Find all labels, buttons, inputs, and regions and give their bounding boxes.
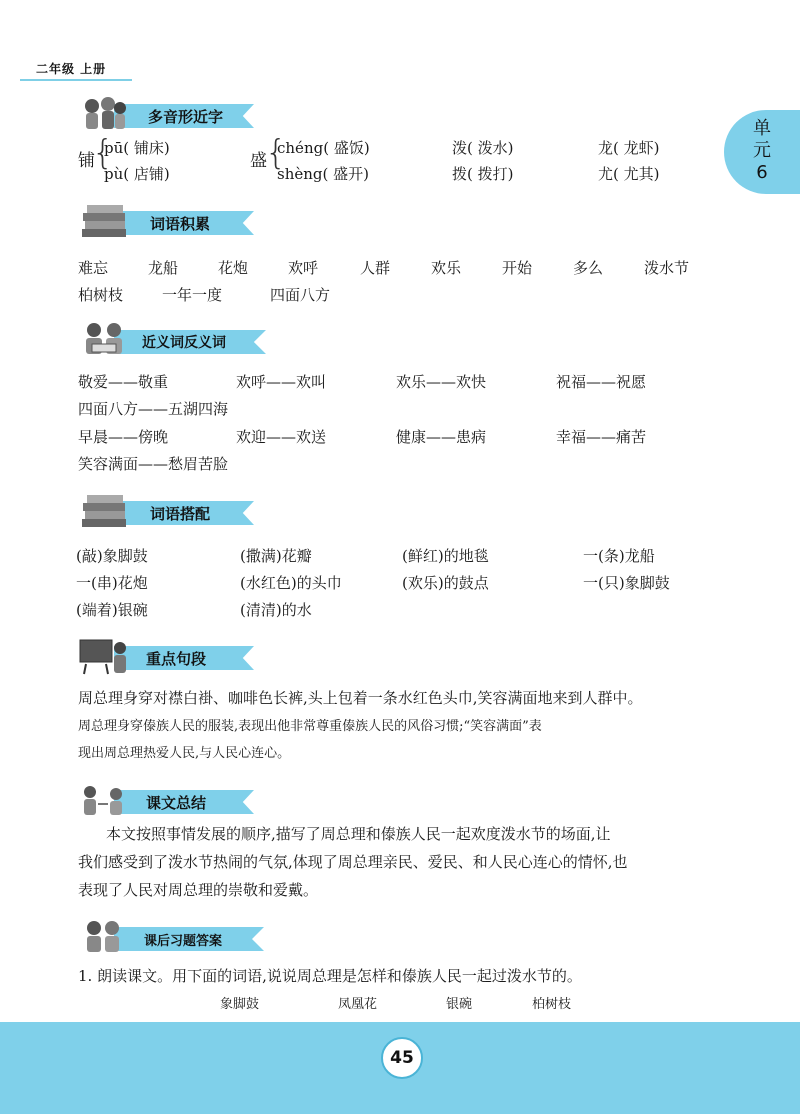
vocab-word: 柏树枝 [78,286,124,304]
vocab-word: 开始 [502,259,533,277]
section-title: 词语积累 [150,215,211,233]
section-title: 词语搭配 [150,505,211,523]
similar-char: 龙( 龙虾) [598,139,660,157]
collocation: (清清)的水 [240,601,312,619]
antonym-pair: 笑容满面——愁眉苦脸 [78,455,229,473]
collocation: (欢乐)的鼓点 [402,574,489,592]
summary-line: 本文按照事情发展的顺序,描写了周总理和傣族人民一起欢度泼水节的场面,让 [106,825,611,843]
section-key-sentence-header [78,642,258,674]
vocab-word: 龙船 [148,259,179,277]
section-answers-header [78,923,278,955]
section-synonyms-header [78,326,278,358]
vocab-word: 多么 [573,259,604,277]
synonym-pair: 四面八方——五湖四海 [78,400,229,418]
section-collocation-header [78,497,258,529]
summary-line: 表现了人民对周总理的崇敬和爱戴。 [78,881,319,899]
brace-icon: { [265,133,287,173]
section-title: 近义词反义词 [142,335,226,351]
section-polyphones-header [78,100,258,132]
collocation: 一(条)龙船 [583,547,655,565]
collocation: (鲜红)的地毯 [402,547,489,565]
unit-number: 6 [756,162,768,183]
synonym-pair: 欢呼——欢叫 [236,373,327,391]
collocation: (撒满)花瓣 [240,547,312,565]
collocation: (端着)银碗 [76,601,148,619]
collocation: (水红色)的头巾 [240,574,342,592]
brace-icon: { [92,133,114,173]
unit-label-2: 元 [753,140,771,161]
synonym-pair: 敬爱——敬重 [78,373,169,391]
children-icon [78,917,130,957]
teacher-blackboard-icon [78,636,130,676]
vocab-word: 欢乐 [431,259,462,277]
section-summary-header [78,786,258,818]
exercise-word: 凤凰花 [338,997,378,1012]
sentence-explanation: 周总理身穿傣族人民的服装,表现出他非常尊重傣族人民的风俗习惯;“笑容满面”表 [78,719,542,734]
sentence-explanation: 现出周总理热爱人民,与人民心连心。 [78,746,291,761]
poly-pu-reading-1: pū( 铺床) [104,139,170,157]
summary-line: 我们感受到了泼水节热闹的气氛,体现了周总理亲民、爱民、和人民心连心的情怀,也 [78,853,628,871]
section-title: 重点句段 [146,650,207,668]
poly-cheng-reading-1: chéng( 盛饭) [277,139,370,157]
antonym-pair: 健康——患病 [396,428,487,446]
exercise-question: 1. 朗读课文。用下面的词语,说说周总理是怎样和傣族人民一起过泼水节的。 [78,967,582,985]
vocab-word: 花炮 [218,259,249,277]
similar-char: 拨( 拨打) [452,165,514,183]
unit-label-1: 单 [753,118,771,139]
books-icon [78,201,130,241]
poly-char-pu: 铺 [78,151,95,171]
header-divider [20,79,132,81]
vocab-word: 泼水节 [644,259,690,277]
section-title: 课后习题答案 [144,934,223,949]
page-number: 45 [381,1037,423,1079]
vocab-word: 四面八方 [270,286,331,304]
section-title: 课文总结 [146,794,207,812]
unit-label [742,118,782,184]
vocab-word: 人群 [360,259,391,277]
section-title: 多音形近字 [148,108,224,126]
poly-char-cheng: 盛 [250,151,267,171]
collocation: 一(串)花炮 [76,574,148,592]
antonym-pair: 欢迎——欢送 [236,428,327,446]
exercise-word: 银碗 [446,997,473,1012]
similar-char: 泼( 泼水) [452,139,514,157]
children-playing-icon [78,780,130,820]
vocab-word: 难忘 [78,259,109,277]
collocation: 一(只)象脚鼓 [583,574,670,592]
vocab-word: 一年一度 [162,286,223,304]
vocab-word: 欢呼 [288,259,319,277]
exercise-word: 象脚鼓 [220,997,260,1012]
antonym-pair: 早晨——傍晚 [78,428,169,446]
collocation: (敲)象脚鼓 [76,547,148,565]
exercise-word: 柏树枝 [532,997,572,1012]
antonym-pair: 幸福——痛苦 [556,428,647,446]
grade-label: 二年级 上册 [36,62,107,76]
synonym-pair: 祝福——祝愿 [556,373,647,391]
children-icon [78,94,130,134]
books-icon [78,491,130,531]
section-vocab-header [78,207,258,239]
similar-char: 尤( 尤其) [598,165,660,183]
key-sentence: 周总理身穿对襟白褂、咖啡色长裤,头上包着一条水红色头巾,笑容满面地来到人群中。 [78,689,643,707]
poly-pu-reading-2: pù( 店铺) [104,165,170,183]
reading-children-icon [78,320,130,360]
synonym-pair: 欢乐——欢快 [396,373,487,391]
poly-cheng-reading-2: shèng( 盛开) [277,165,369,183]
